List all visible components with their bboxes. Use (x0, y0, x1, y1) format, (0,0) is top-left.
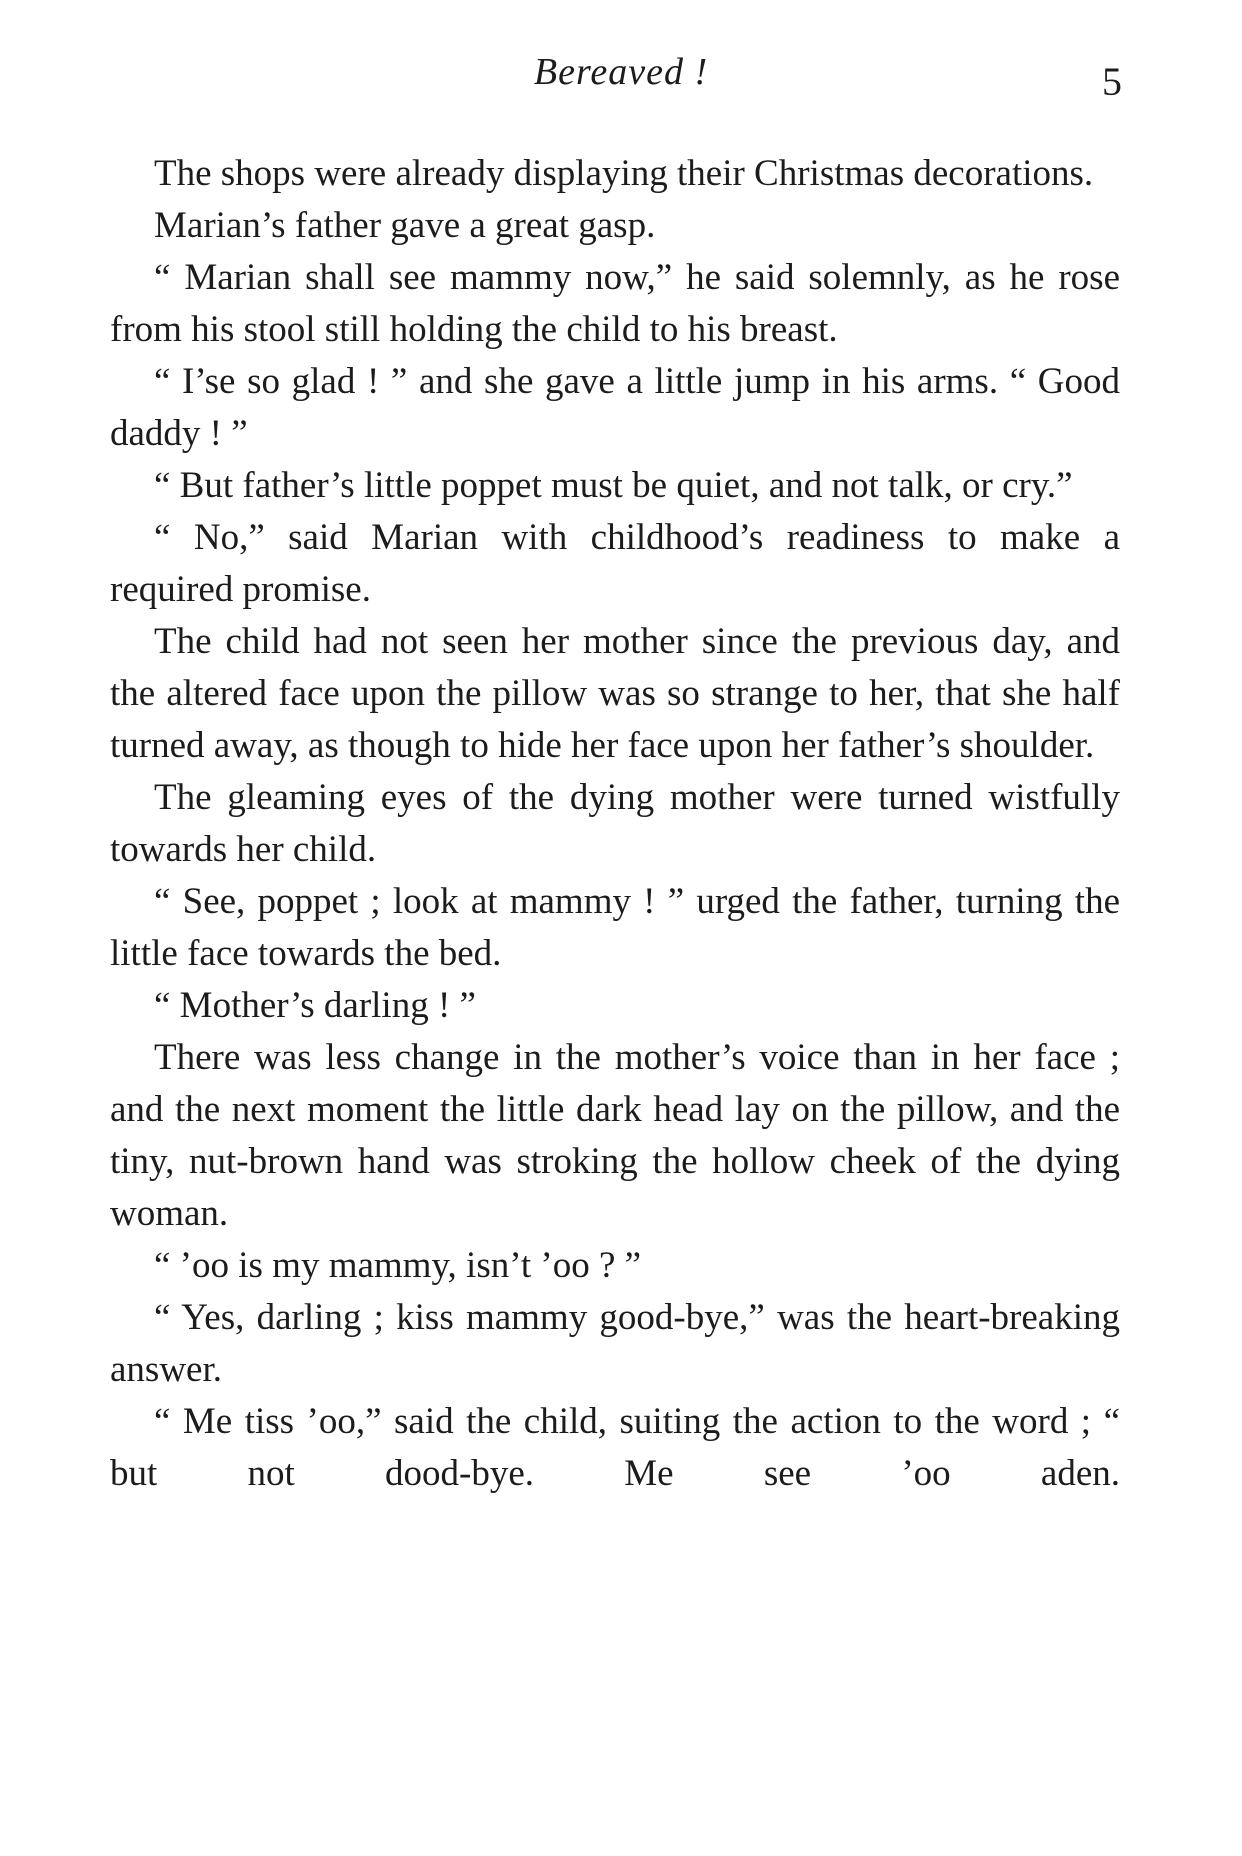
paragraph: The child had not seen her mother since the previous day, and the altered face upon the pillow was so strange to her, that she half turned away, as though to hide her face upon her father’s shoulder. (110, 621, 1120, 766)
paragraph: “ I’se so glad ! ” and she gave a little jump in his arms. “ Good daddy ! ” (110, 361, 1120, 454)
page-number: 5 (1102, 59, 1122, 104)
paragraph: The gleaming eyes of the dying mother were turned wistfully towards her child. (110, 777, 1120, 870)
paragraph: There was less change in the mother’s voice than in her face ; and the next moment the little dark head lay on the pillow, and the tiny, nut-brown hand was stroking the hollow cheek of the dying woman. (110, 1037, 1120, 1234)
paragraph: “ Yes, darling ; kiss mammy good-bye,” was the heart-breaking answer. (110, 1297, 1120, 1390)
paragraph: The shops were already displaying their Christmas decorations. (154, 153, 1094, 194)
paragraph: “ But father’s little poppet must be quiet, and not talk, or cry.” (154, 465, 1073, 506)
paragraph: “ See, poppet ; look at mammy ! ” urged the father, turning the little face towards the bed. (110, 881, 1120, 974)
paragraph: Marian’s father gave a great gasp. (154, 205, 656, 246)
body-text (110, 148, 1120, 1500)
paragraph: “ ’oo is my mammy, isn’t ’oo ? ” (154, 1245, 642, 1286)
paragraph: “ Marian shall see mammy now,” he said solemnly, as he rose from his stool still holding the child to his breast. (110, 257, 1120, 350)
running-title: Bereaved ! (533, 51, 709, 93)
paragraph: “ Me tiss ’oo,” said the child, suiting the action to the word ; “ but not dood-bye. Me see ’oo aden. (110, 1401, 1120, 1494)
paragraph: “ No,” said Marian with childhood’s readiness to make a required promise. (110, 517, 1120, 610)
paragraph: “ Mother’s darling ! ” (154, 985, 476, 1026)
